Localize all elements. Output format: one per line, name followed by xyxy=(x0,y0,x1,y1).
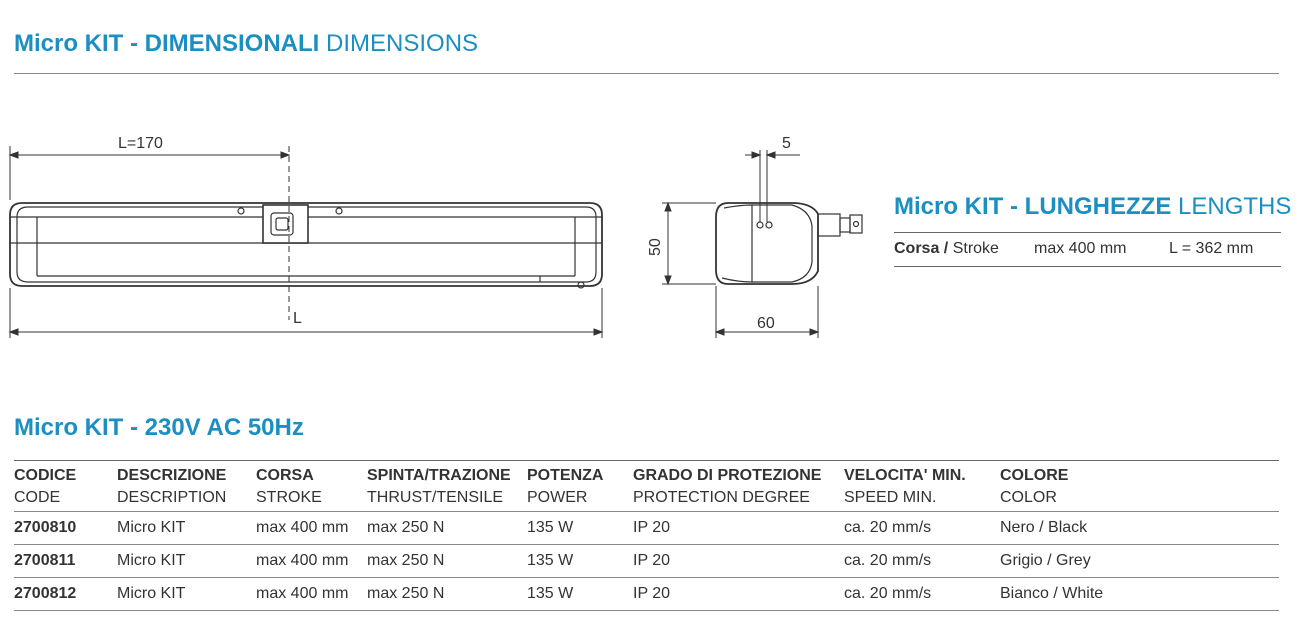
spec-table xyxy=(14,460,1279,611)
cell-thrust: max 250 N xyxy=(367,585,445,602)
cell-speed: ca. 20 mm/s xyxy=(844,552,932,569)
lengths-stroke-value: max 400 mm xyxy=(1034,240,1127,257)
header-color: COLORE COLOR xyxy=(1000,467,1069,506)
cell-description: Micro KIT xyxy=(117,552,186,569)
title-light: DIMENSIONS xyxy=(326,30,479,57)
cell-color: Grigio / Grey xyxy=(1000,552,1091,569)
lengths-title xyxy=(894,193,1291,221)
table-row xyxy=(14,578,1279,611)
table-row xyxy=(14,545,1279,578)
cell-protection: IP 20 xyxy=(633,519,671,536)
dimension-5 xyxy=(745,150,800,222)
cell-description: Micro KIT xyxy=(117,585,186,602)
cell-thrust: max 250 N xyxy=(367,519,445,536)
cell-speed: ca. 20 mm/s xyxy=(844,519,932,536)
header-stroke: CORSA STROKE xyxy=(256,467,322,506)
cell-stroke: max 400 mm xyxy=(256,585,349,602)
cell-speed: ca. 20 mm/s xyxy=(844,585,932,602)
actuator-side-view xyxy=(10,203,602,288)
cell-color: Nero / Black xyxy=(1000,519,1088,536)
lengths-divider-bottom xyxy=(894,266,1281,267)
cell-thrust: max 250 N xyxy=(367,552,445,569)
header-speed: VELOCITA' MIN. SPEED MIN. xyxy=(844,467,966,506)
spec-title: Micro KIT - 230V AC 50Hz xyxy=(14,414,304,441)
dimension-50 xyxy=(662,203,716,284)
cell-power: 135 W xyxy=(527,519,574,536)
lengths-label-bold: Corsa / xyxy=(894,240,949,257)
cell-description: Micro KIT xyxy=(117,519,186,536)
lengths-label xyxy=(894,240,999,258)
lengths-label-light: Stroke xyxy=(952,240,999,257)
dimension-l170 xyxy=(10,146,289,320)
dimension-60-label: 60 xyxy=(757,315,775,332)
header-code: CODICE CODE xyxy=(14,467,77,506)
dimension-l170-label: L=170 xyxy=(118,135,163,152)
spec-header-row xyxy=(14,461,1279,512)
dimension-l-label: L xyxy=(293,310,302,327)
header-power: POTENZA POWER xyxy=(527,467,604,506)
cell-code: 2700812 xyxy=(14,585,77,602)
cell-power: 135 W xyxy=(527,552,574,569)
lengths-title-bold: Micro KIT - LUNGHEZZE xyxy=(894,193,1172,220)
title-bold: Micro KIT - DIMENSIONALI xyxy=(14,30,320,57)
table-row xyxy=(14,512,1279,545)
lengths-length-value: L = 362 mm xyxy=(1169,240,1254,257)
header-thrust: SPINTA/TRAZIONE THRUST/TENSILE xyxy=(367,467,511,506)
actuator-end-view xyxy=(716,203,862,284)
lengths-divider-top xyxy=(894,232,1281,233)
cell-protection: IP 20 xyxy=(633,552,671,569)
dimension-5-label: 5 xyxy=(782,135,791,152)
cell-code: 2700811 xyxy=(14,552,76,569)
cell-power: 135 W xyxy=(527,585,574,602)
lengths-title-light: LENGTHS xyxy=(1178,193,1292,220)
dimension-l xyxy=(10,288,602,338)
cell-code: 2700810 xyxy=(14,519,77,536)
dimension-50-label: 50 xyxy=(647,238,664,256)
cell-protection: IP 20 xyxy=(633,585,671,602)
cell-stroke: max 400 mm xyxy=(256,552,349,569)
cell-color: Bianco / White xyxy=(1000,585,1104,602)
header-protection: GRADO DI PROTEZIONE PROTECTION DEGREE xyxy=(633,467,822,506)
header-description: DESCRIZIONE DESCRIPTION xyxy=(117,467,227,506)
cell-stroke: max 400 mm xyxy=(256,519,349,536)
